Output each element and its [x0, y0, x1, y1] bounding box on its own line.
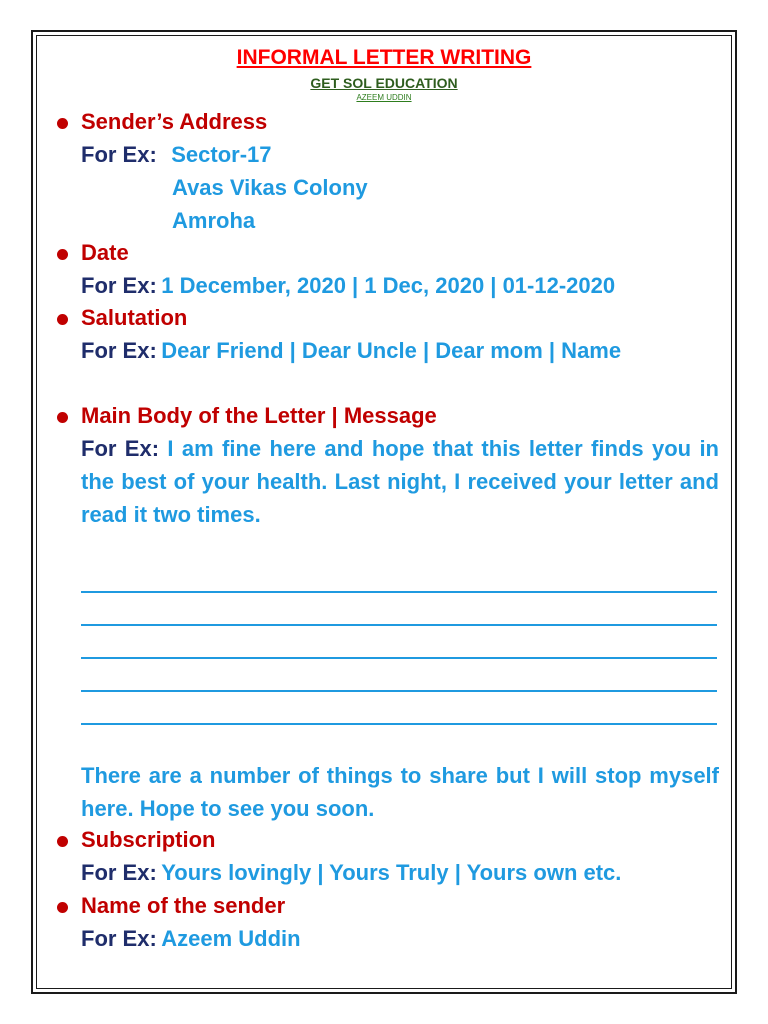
for-ex-label: For Ex:: [81, 273, 157, 298]
writing-line: [81, 690, 717, 692]
for-ex-label: For Ex:: [81, 142, 157, 167]
bullet-icon: [57, 118, 68, 129]
for-ex-label: For Ex:: [81, 436, 160, 461]
date-example: [81, 273, 615, 299]
document-title: INFORMAL LETTER WRITING: [236, 46, 532, 69]
bullet-icon: [57, 249, 68, 260]
address-line-value: Sector-17: [171, 142, 272, 167]
sender-name-example: [81, 926, 301, 952]
heading-sender-name: Name of the sender: [81, 893, 286, 918]
writing-line: [81, 591, 717, 593]
sender-name-example-value: Azeem Uddin: [161, 926, 301, 951]
document-subtitle: GET SOL EDUCATION: [310, 75, 458, 91]
for-ex-label: For Ex:: [81, 338, 157, 363]
heading-date: Date: [81, 240, 129, 265]
writing-line: [81, 723, 717, 725]
body-closing: There are a number of things to share but I will stop myself here. Hope to see you soon.: [81, 763, 719, 821]
date-example-value: 1 December, 2020 | 1 Dec, 2020 | 01-12-2020: [161, 273, 616, 298]
body-example-value: I am fine here and hope that this letter finds you in the best of your health. Last night, I received your letter and read it two times.: [81, 436, 719, 527]
bullet-icon: [57, 314, 68, 325]
address-line-value: Avas Vikas Colony: [172, 175, 368, 200]
body-example: [81, 432, 719, 531]
for-ex-label: For Ex:: [81, 926, 157, 951]
subscription-example: [81, 860, 621, 886]
writing-line: [81, 657, 717, 659]
salutation-example: [81, 338, 621, 364]
address-line-value: Amroha: [172, 208, 256, 233]
bullet-icon: [57, 836, 68, 847]
subscription-example-value: Yours lovingly | Yours Truly | Yours own etc.: [161, 860, 622, 885]
writing-line: [81, 624, 717, 626]
document-author: AZEEM UDDIN: [356, 93, 412, 102]
heading-subscription: Subscription: [81, 827, 216, 852]
bullet-icon: [57, 412, 68, 423]
heading-salutation: Salutation: [81, 305, 188, 330]
bullet-icon: [57, 902, 68, 913]
for-ex-label: For Ex:: [81, 860, 157, 885]
heading-main-body: Main Body of the Letter | Message: [81, 403, 437, 428]
salutation-example-value: Dear Friend | Dear Uncle | Dear mom | Name: [161, 338, 622, 363]
heading-sender-address: Sender’s Address: [81, 109, 268, 134]
sender-address-line-1: [81, 142, 272, 168]
